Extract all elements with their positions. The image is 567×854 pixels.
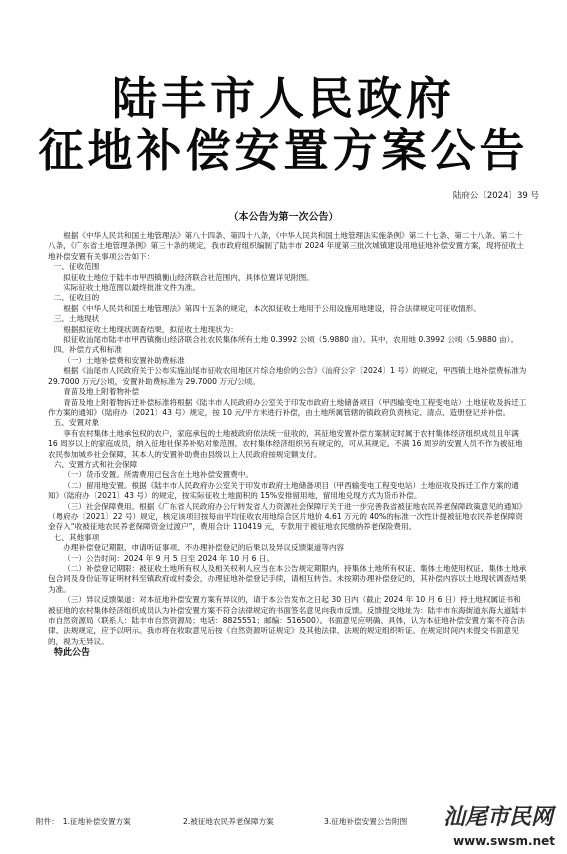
notice-subtitle: （本公告为第一次公告） bbox=[228, 212, 339, 223]
page-title-line2: 征地补偿安置方案公告 bbox=[38, 124, 529, 177]
attachment-item: 3.征地补偿安置公告附图 bbox=[324, 817, 408, 826]
paragraph: 根据拟征收土地现状调查结果，拟征收土地现状为： bbox=[63, 324, 238, 334]
section-heading: 二、征收目的 bbox=[53, 293, 100, 303]
paragraph: 拟征收土地位于陆丰市甲西镇衡山经济联合社范围内，具体位置详见附图。 bbox=[63, 272, 314, 282]
attachment-item: 2.被征地农民养老保障方案 bbox=[183, 817, 274, 826]
paragraph: （二）留用地安置。根据《陆丰市人民政府办公室关于印发市政府土地储备项目（甲西输变电工程变电站）土地征收及拆迁工作方案的通知》（陆府办〔2021〕43 号）的规定，按实际征收土地面积的 15%安排留用地，留用地兑现方式为货币补偿。 bbox=[48, 480, 519, 501]
paragraph: 根据《汕尾市人民政府关于公布实施汕尾市征收农用地区片综合地价的公告》（汕府公字〔2024〕1 号）的规定，甲西镇土地补偿费标准为 29.7000 万元/公顷，安置补助费标准为 29.7000 万元/公顷。 bbox=[48, 366, 527, 386]
section-heading: 四、补偿方式和标准 bbox=[53, 345, 123, 355]
paragraph: （一）公告时间：2024 年 9 月 5 日至 2024 年 10 月 6 日。 bbox=[63, 553, 275, 563]
section-heading: 七、其他事项 bbox=[53, 532, 100, 542]
sub-heading: （一）土地补偿费和安置补助费标准 bbox=[63, 355, 185, 365]
watermark-name: 汕尾市民网 bbox=[442, 804, 553, 830]
paragraph: 拟征收汕尾市陆丰市甲西镇衡山经济联合社农民集体所有土地 0.3992 公顷（5.9880 亩）。其中，农用地 0.3992 公顷（5.9880 亩）。 bbox=[63, 335, 519, 345]
paragraph: （三）社会保障费用。根据《广东省人民政府办公厅转发省人力资源社会保障厅关于进一步完善我省被征地农民养老保障政策意见的通知》（粤府办〔2021〕22 号）规定，核定该项目按每亩平均征收农用地综合区片地价 4.61 万元的 40%的标准一次性计提被征地农民养老保障资金存入“收被征地农民养老保障资金过渡户”，费用合计 110419 元，专款用于被征地农民缴纳养老保险费用。 bbox=[48, 501, 527, 532]
page-title-line1: 陆丰市人民政府 bbox=[111, 72, 455, 125]
intro-paragraph: 根据《中华人民共和国土地管理法》第八十四条、第四十八条，《中华人民共和国土地管理法实施条例》第二十七条、第二十八条、第二十八条，《广东省土地管理条例》第三十条的规定，我市政府组织编制了陆丰市 2024 年度第三批次城镇建设用地征地补偿安置方案，现将征收土地补偿安置有关事项公告如下： bbox=[48, 231, 524, 261]
section-heading: 五、安置对象 bbox=[53, 418, 100, 428]
watermark-url: www.swsm.net bbox=[453, 834, 555, 848]
notice-body bbox=[48, 231, 528, 660]
paragraph: （一）货币安置。所需费用已包含在土地补偿安置费中。 bbox=[63, 470, 254, 480]
paragraph: 青苗及地上附着物拆迁补偿标准将根据《陆丰市人民政府办公室关于印发市政府土地储备项目（甲西输变电工程变电站）土地征收及拆迁工作方案的通知》（陆府办〔2021〕43 号）规定，按 10 元/平方米进行补偿，由土地所属管辖的镇政府负责核定、清点、造册登记并补偿。 bbox=[48, 397, 527, 417]
section-heading: 六、安置方式和社会保障 bbox=[53, 459, 138, 469]
paragraph: 根据《中华人民共和国土地管理法》第四十五条的规定，本次拟征收土地用于公用设施用地建设，符合法律规定可征收情形。 bbox=[63, 303, 481, 313]
paragraph: 享有农村集体土地承包权的农户，家庭承包的土地被政府依法统一征收的，其征地安置补偿方案制定时属于农村集体经济组织成员且年满 16 周岁以上的家庭成员，纳入征地社保养补贴对象范围。农村集体经济组织另有规定的，可从其规定。不满 16 周岁的安置人员不作为被征地农民参加城乡社会保障，其本人的安置补助费由县级以上人民政府按规定额支付。 bbox=[48, 428, 523, 459]
attachments-label: 附件： bbox=[36, 817, 59, 826]
paragraph: 办理补偿登记期限、申请听证事项、不办理补偿登记的后果以及异议反馈渠道等内容 bbox=[63, 543, 345, 553]
watermark bbox=[442, 804, 557, 848]
paragraph: （三）异议反馈渠道：对本征地补偿安置方案有异议的，请于本公告发布之日起 30 日内（截止 2024 年 10 月 6 日）持土地权属证书和被征地的农村集体经济组织成员认为补偿安置方案不符合法律规定的书面签名意见向我市反馈。反馈提交地址为：陆丰市东海街道东海大道陆丰市自然资源局（联系人：陆丰市自然资源局；电话：8825551；邮编：516500）。书面意见应明确、具体，认为本征地补偿安置方案不符合法律、法规规定，应予以明示。我市将在收取意见后按《自然资源听证规定》及其他法律、法规的规定组织听证。在规定时间内未提交书面意见的，视为无异议。 bbox=[48, 595, 527, 646]
attachment-item: 1.征地补偿安置方案 bbox=[62, 817, 131, 826]
section-heading: 一、征收范围 bbox=[53, 262, 100, 272]
section-heading: 三、土地现状 bbox=[53, 314, 100, 324]
paragraph: （二）补偿登记期限：被征收土地所有权人及相关权利人应当在本公告规定期限内，持集体土地所有权证、集体土地使用权证、集体土地承包合同及身份证等证明材料至镇政府或村委会，办理征地补偿登记手续，请相互转告。未按期办理补偿登记的，其补偿内容以土地现状调查结果为准。 bbox=[48, 564, 527, 594]
special-notice: 特此公告 bbox=[54, 648, 91, 659]
document-number: 陆府公〔2024〕39 号 bbox=[452, 191, 539, 201]
paragraph: 实际征收土地范围以最终批准文件为准。 bbox=[63, 283, 200, 293]
sub-heading: 青苗及地上附着物补偿 bbox=[63, 387, 140, 397]
